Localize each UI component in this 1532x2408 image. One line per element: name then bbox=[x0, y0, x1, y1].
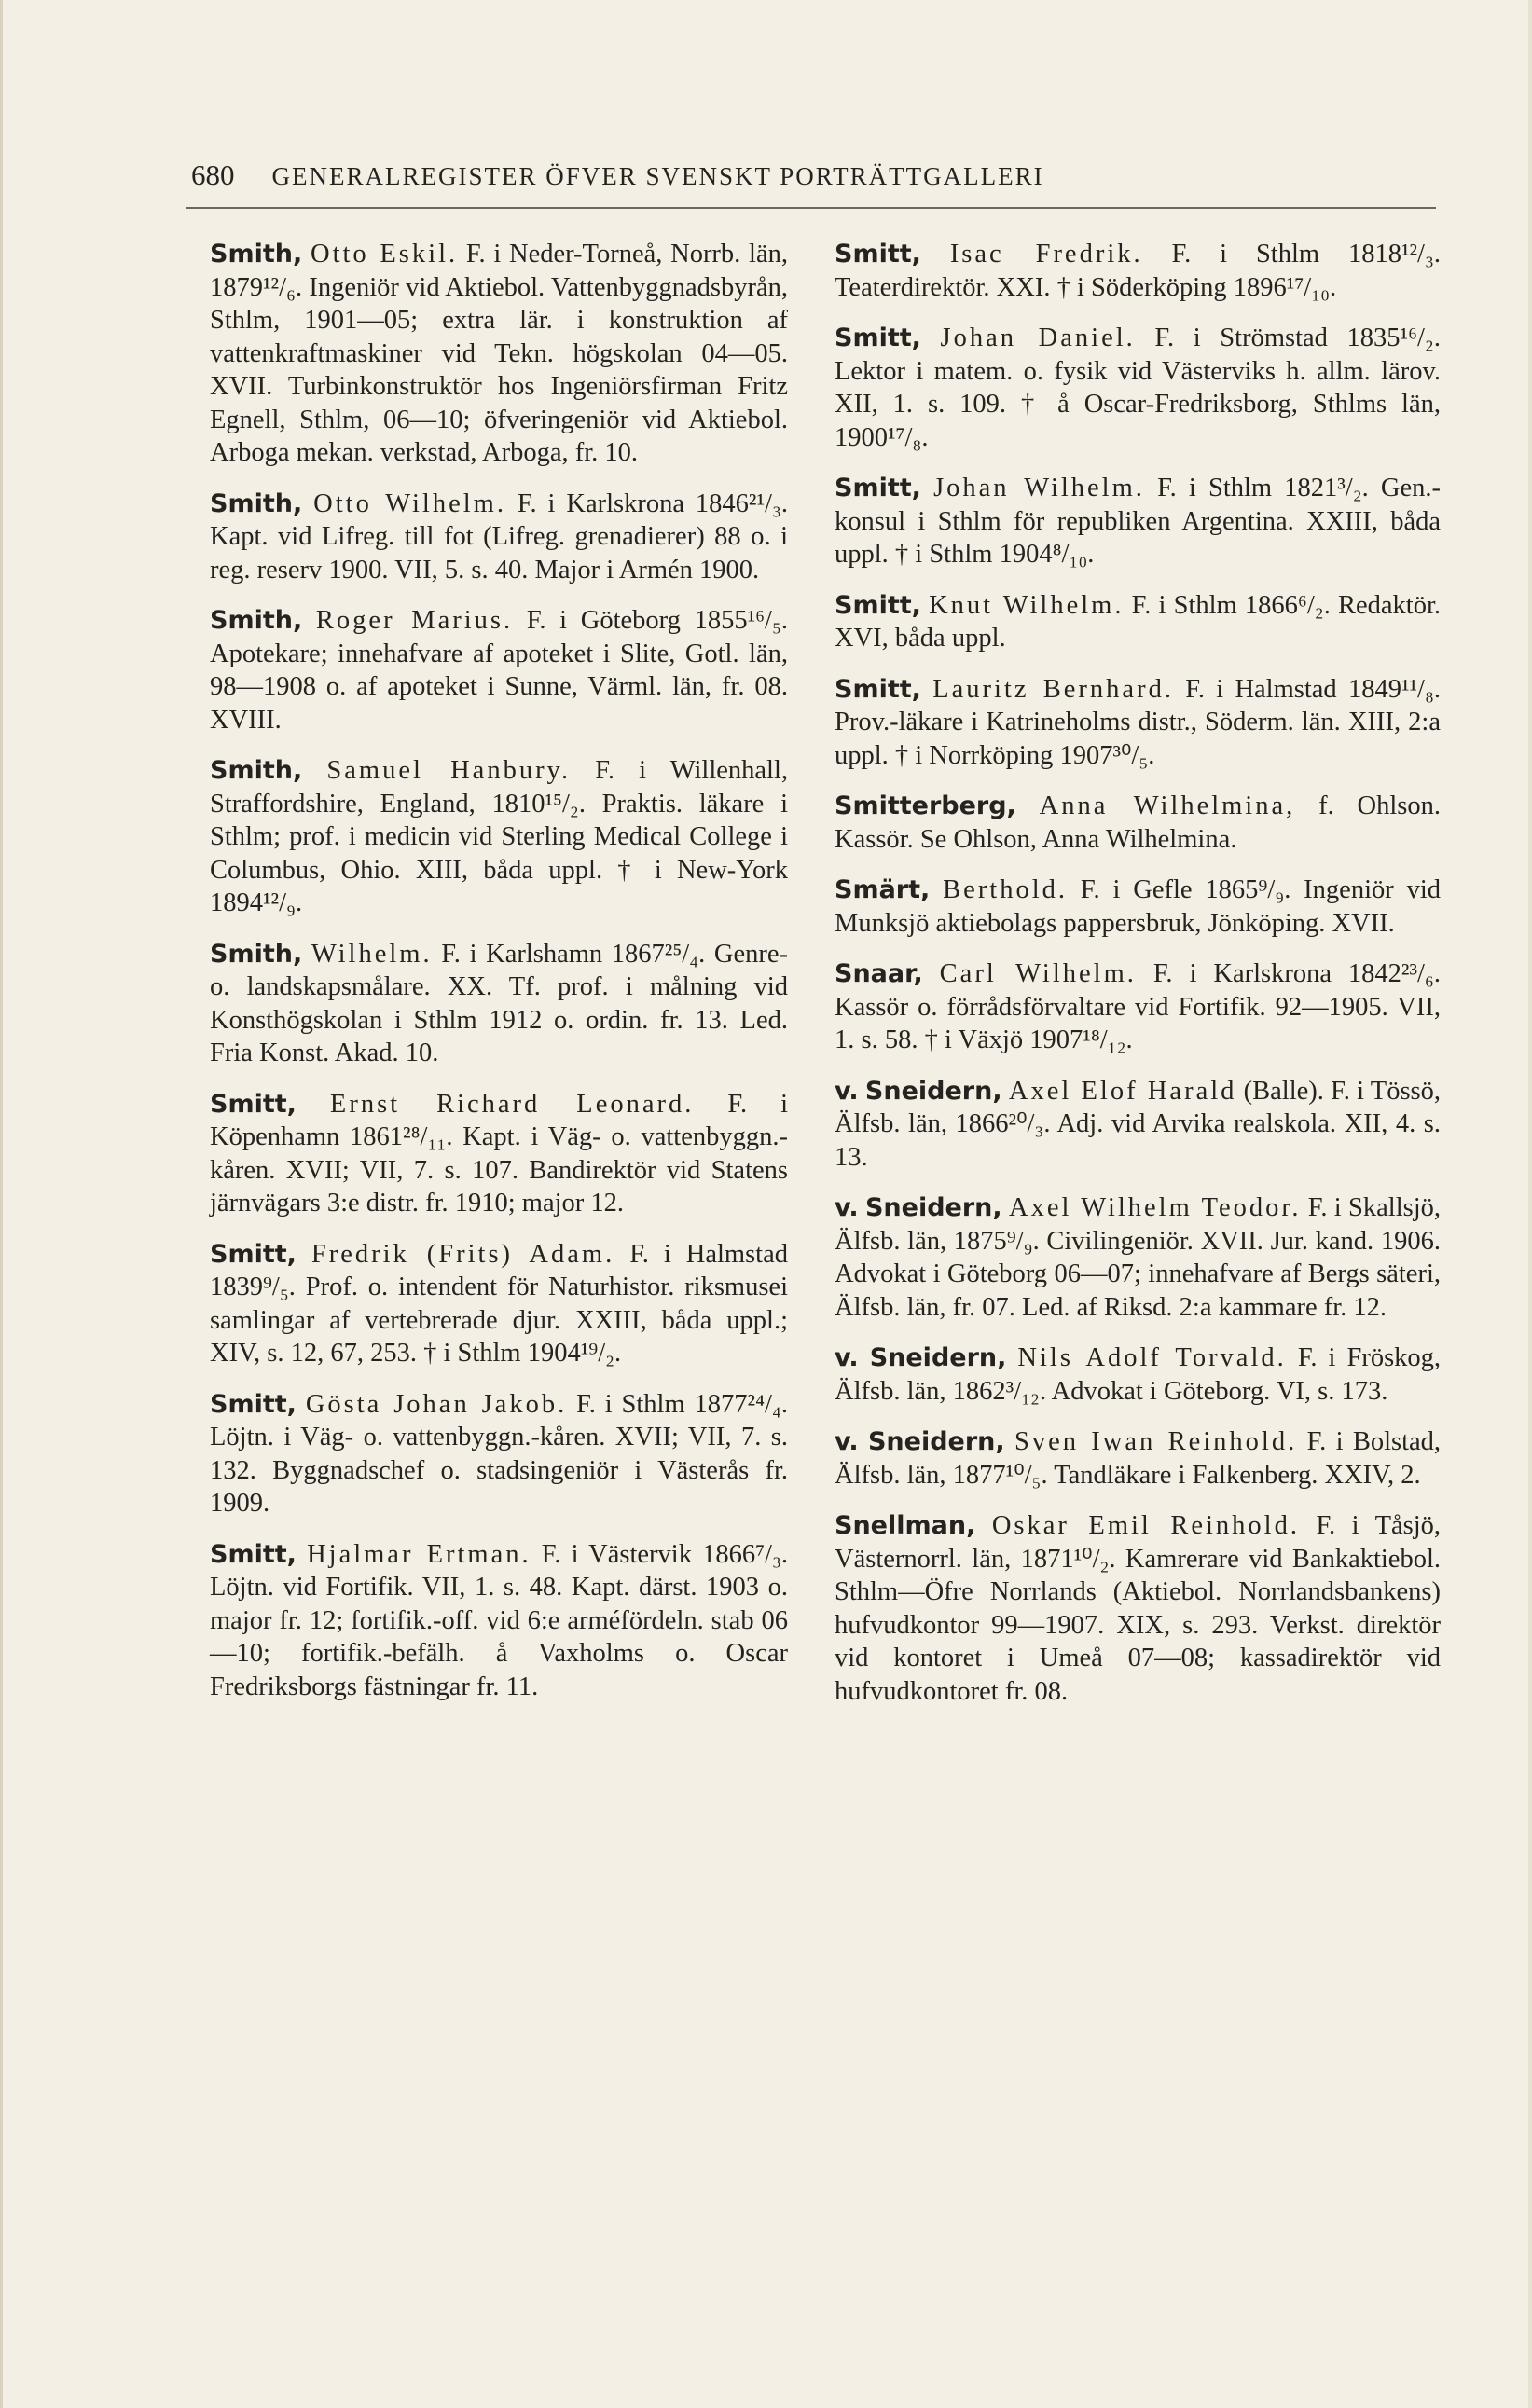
entry-given-names: Axel Wilhelm Teodor. bbox=[1008, 1193, 1302, 1222]
entry-surname: Smitt, bbox=[835, 323, 921, 352]
register-entry bbox=[835, 589, 1441, 655]
entry-surname: Sneidern, bbox=[869, 1343, 1007, 1372]
entry-given-names: Samuel Hanbury. bbox=[326, 756, 572, 785]
entry-given-names: Berthold. bbox=[943, 875, 1069, 904]
entry-details: F. i Halmstad 1849¹¹/₈. Prov.-läkare i Katrineholms distr., Söderm. län. XIII, 2:a uppl. † i Norrköping 1907³⁰/₅. bbox=[835, 674, 1442, 770]
entry-given-names: Oskar Emil Reinhold. bbox=[991, 1511, 1300, 1540]
entry-details: F. i Bolstad, Älfsb. län, 1877¹⁰/₅. Tandläkare i Falkenberg. XXIV, 2. bbox=[835, 1427, 1442, 1490]
entry-details: F. i Neder-Torneå, Norrb. län, 1879¹²/₆. Ingeniör vid Aktiebol. Vattenbyggnadsbyrån, Sthlm, 1901—05; extra lär. i konstruktion af vattenkraftmaskiner vid Tekn. högskolan 04—05. XVII. Turbinkonstruktör hos Ingeniörsfirman Fritz Egnell, Sthlm, 06—10; öfveringeniör vid Aktiebol. Arboga mekan. verkstad, Arboga, fr. 10. bbox=[210, 240, 788, 467]
page-number: 680 bbox=[191, 158, 235, 191]
entry-details: F. i Sthlm 1818¹²/₃. Teaterdirektör. XXI. † i Söderköping 1896¹⁷/₁₀. bbox=[835, 240, 1442, 302]
entry-given-names: Axel Elof Harald bbox=[1008, 1076, 1237, 1106]
entry-details: F. i Västervik 1866⁷/₃. Löjtn. vid Fortifik. VII, 1. s. 48. Kapt. därst. 1903 o. major fr. 12; fortifik.-off. vid 6:e arméfördeln. stab 06—10; fortifik.-befälh. å Vaxholms o. Oscar Fredriksborgs fästningar fr. 11. bbox=[210, 1539, 789, 1701]
entry-surname: Smith, bbox=[210, 488, 303, 518]
entry-details: F. i Gefle 1865⁹/₉. Ingeniör vid Munksjö aktiebolags pappersbruk, Jönköping. XVII. bbox=[835, 875, 1442, 938]
entry-surname: Sneidern, bbox=[864, 1076, 1002, 1106]
entry-surname: Smitt, bbox=[835, 240, 921, 268]
entry-details: F. i Tåsjö, Västernorrl. län, 1871¹⁰/₂. Kamrerare vid Bankaktiebol. Sthlm—Öfre Norrlands (Aktiebol. Norrlandsbankens) hufvudkontor 99—1907. XIX, s. 293. Verkst. direktör vid kontoret i Umeå 07—08; kassadirektör vid hufvudkontoret fr. 08. bbox=[835, 1511, 1442, 1706]
entry-given-names: Wilhelm. bbox=[311, 939, 433, 969]
entry-given-names: Gösta Johan Jakob. bbox=[305, 1389, 568, 1419]
entry-surname: Smith, bbox=[210, 756, 303, 785]
entry-details: F. i Sthlm 1866⁶/₂. Redaktör. XVI, båda uppl. bbox=[835, 590, 1442, 653]
entry-prefix: v. bbox=[835, 1076, 859, 1106]
register-entry bbox=[835, 1075, 1441, 1175]
entry-surname: Smitt, bbox=[210, 1239, 297, 1269]
register-entry bbox=[210, 488, 788, 587]
register-entry bbox=[210, 1538, 788, 1704]
entry-prefix: v. bbox=[835, 1427, 859, 1456]
register-entry bbox=[835, 1191, 1441, 1324]
entry-details: F. i Karlshamn 1867²⁵/₄. Genre- o. landskapsmålare. XX. Tf. prof. i målning vid Konsthögskolan i Sthlm 1912 o. ordin. fr. 13. Led. Fria Konst. Akad. 10. bbox=[210, 939, 789, 1067]
entry-surname: Snaar, bbox=[835, 959, 923, 988]
entry-given-names: Roger Marius. bbox=[315, 606, 514, 635]
entry-given-names: Isac Fredrik. bbox=[949, 240, 1143, 268]
entry-surname: Smitt, bbox=[835, 474, 921, 502]
entry-details: F. i Fröskog, Älfsb. län, 1862³/₁₂. Advokat i Göteborg. VI, s. 173. bbox=[835, 1343, 1442, 1406]
entry-surname: Smärt, bbox=[835, 875, 931, 904]
entry-surname: Smith, bbox=[210, 606, 303, 635]
entry-given-names: Hjalmar Ertman. bbox=[307, 1539, 531, 1569]
register-entry bbox=[835, 874, 1441, 940]
register-entry bbox=[210, 238, 788, 470]
entry-surname: Smitt, bbox=[835, 590, 921, 620]
entry-given-names: Knut Wilhelm. bbox=[929, 590, 1125, 620]
entry-prefix: v. bbox=[835, 1343, 859, 1372]
entry-given-names: Carl Wilhelm. bbox=[939, 959, 1137, 988]
entry-given-names: Lauritz Bernhard. bbox=[932, 674, 1174, 704]
entry-given-names: Sven Iwan Reinhold. bbox=[1014, 1427, 1298, 1456]
entry-surname: Smitt, bbox=[210, 1539, 297, 1569]
entry-prefix: v. bbox=[835, 1193, 859, 1222]
entry-given-names: Johan Daniel. bbox=[940, 323, 1136, 352]
entry-details: F. i Sthlm 1877²⁴/₄. Löjtn. i Väg- o. vattenbyggn.-kåren. XVII; VII, 7. s. 132. Byggnadschef o. stadsingeniör i Västerås fr. 1909. bbox=[210, 1389, 788, 1518]
entry-details: F. i Willenhall, Straffordshire, England, 1810¹⁵/₂. Praktis. läkare i Sthlm; prof. i medicin vid Sterling Medical College i Columbus, Ohio. XIII, båda uppl. † i New-York 1894¹²/₉. bbox=[210, 756, 789, 917]
register-entry bbox=[210, 938, 788, 1070]
entry-details: F. i Strömstad 1835¹⁶/₂. Lektor i matem. o. fysik vid Västerviks h. allm. lärov. XII, 1. s. 109. † å Oscar-Fredriksborg, Sthlms län, 1900¹⁷/₈. bbox=[835, 323, 1441, 452]
entry-details: F. i Skallsjö, Älfsb. län, 1875⁹/₉. Civilingeniör. XVII. Jur. kand. 1906. Advokat i Göteborg 06—07; innehafvare af Bergs säteri, Älfsb. län, fr. 07. Led. af Riksd. 2:a kammare fr. 12. bbox=[835, 1193, 1442, 1322]
running-title: GENERALREGISTER ÖFVER SVENSKT PORTRÄTTGALLERI bbox=[271, 162, 1044, 190]
register-entry bbox=[210, 1388, 788, 1520]
entry-given-names: Johan Wilhelm. bbox=[933, 474, 1145, 502]
header-rule bbox=[186, 207, 1436, 209]
entry-surname: Smith, bbox=[210, 939, 303, 969]
register-entry bbox=[835, 790, 1441, 856]
register-entry bbox=[210, 1238, 788, 1370]
entry-given-names: Fredrik (Frits) Adam. bbox=[311, 1239, 615, 1269]
entry-surname: Sneidern, bbox=[864, 1193, 1002, 1222]
register-entry bbox=[835, 1509, 1441, 1708]
register-entry bbox=[210, 754, 788, 920]
running-header bbox=[191, 158, 1310, 192]
register-entry bbox=[210, 1088, 788, 1220]
register-entry bbox=[210, 604, 788, 736]
entry-details: f. Ohlson. Kassör. Se Ohlson, Anna Wilhelmina. bbox=[835, 791, 1442, 854]
register-entry bbox=[835, 322, 1441, 454]
register-entry bbox=[835, 1425, 1441, 1492]
register-entry bbox=[835, 238, 1441, 304]
entry-surname: Sneidern, bbox=[867, 1427, 1005, 1456]
register-entry bbox=[835, 472, 1441, 571]
register-entry bbox=[835, 1342, 1441, 1408]
entry-surname: Snellman, bbox=[835, 1511, 976, 1540]
entry-given-names: Anna Wilhelmina, bbox=[1039, 791, 1296, 820]
entry-details: F. i Göteborg 1855¹⁶/₅. Apotekare; innehafvare af apoteket i Slite, Gotl. län, 98—1908 o. af apoteket i Sunne, Värml. län, fr. 08. XVIII. bbox=[210, 606, 789, 735]
entry-given-names: Nils Adolf Torvald. bbox=[1017, 1343, 1287, 1372]
register-entry bbox=[835, 957, 1441, 1057]
entry-surname: Smitterberg, bbox=[835, 791, 1016, 820]
entry-details: F. i Sthlm 1821³/₂. Gen.-konsul i Sthlm för republiken Argentina. XXIII, båda uppl. † i Sthlm 1904⁸/₁₀. bbox=[835, 474, 1442, 569]
entry-details: F. i Halmstad 1839⁹/₅. Prof. o. intendent för Naturhistor. riksmusei samlingar af vertebrerade djur. XXIII, båda uppl.; XIV, s. 12, 67, 253. † i Sthlm 1904¹⁹/₂. bbox=[210, 1239, 789, 1368]
entry-surname: Smitt, bbox=[210, 1089, 297, 1119]
entry-surname: Smith, bbox=[210, 240, 303, 268]
entry-given-names: Otto Eskil. bbox=[310, 240, 459, 268]
entry-details: (Balle). F. i Tössö, Älfsb. län, 1866²⁰/₃. Adj. vid Arvika realskola. XII, 4. s. 13. bbox=[835, 1076, 1441, 1172]
entry-details: F. i Köpenhamn 1861²⁸/₁₁. Kapt. i Väg- o. vattenbyggn.-kåren. XVII; VII, 7. s. 107. Bandirektör vid Statens järnvägars 3:e distr. fr. 1910; major 12. bbox=[210, 1089, 789, 1218]
entry-details: F. i Karlskrona 1842²³/₆. Kassör o. förrådsförvaltare vid Fortifik. 92—1905. VII, 1. s. 58. † i Växjö 1907¹⁸/₁₂. bbox=[835, 959, 1441, 1054]
entry-given-names: Otto Wilhelm. bbox=[313, 488, 506, 518]
entry-details: F. i Karlskrona 1846²¹/₃. Kapt. vid Lifreg. till fot (Lifreg. grenadierer) 88 o. i reg. reserv 1900. VII, 5. s. 40. Major i Armén 1900. bbox=[210, 488, 789, 585]
entry-surname: Smitt, bbox=[210, 1389, 297, 1419]
entry-surname: Smitt, bbox=[835, 674, 921, 704]
left-column bbox=[210, 238, 788, 1721]
register-entry bbox=[835, 673, 1441, 773]
entry-given-names: Ernst Richard Leonard. bbox=[329, 1089, 695, 1119]
right-column bbox=[835, 238, 1441, 1726]
